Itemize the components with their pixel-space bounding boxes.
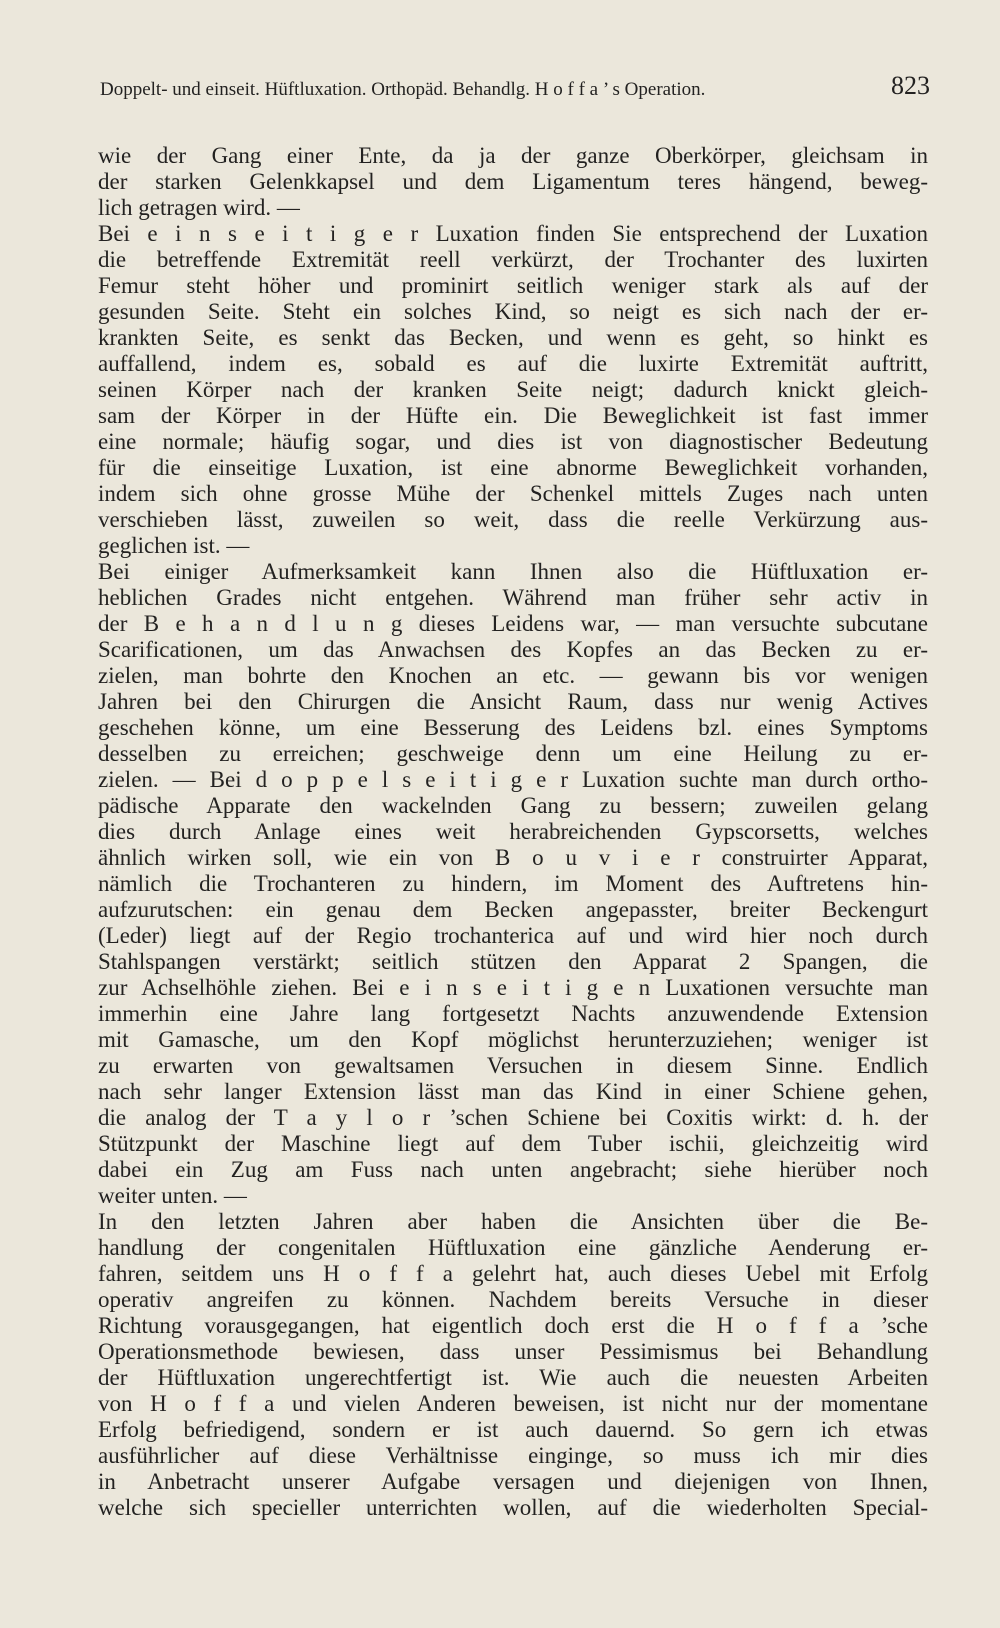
text-line: Stahlspangen verstärkt; seitlich stützen den Apparat 2 Spangen, die [98,949,928,974]
text-line: aufzurutschen: ein genau dem Becken angepasster, breiter Beckengurt [98,897,928,922]
text-line: krankten Seite, es senkt das Becken, und wenn es geht, so hinkt es [98,325,928,350]
text-line: zielen, man bohrte den Knochen an etc. — gewann bis vor wenigen [98,663,928,688]
text-line: lich getragen wird. — [98,195,300,220]
text-line: dies durch Anlage eines weit herabreichenden Gypscorsetts, welches [98,819,928,844]
text-line: fahren, seitdem uns H o f f a gelehrt hat, auch dieses Uebel mit Erfolg [98,1261,928,1286]
text-line: seinen Körper nach der kranken Seite neigt; dadurch knickt gleich- [98,377,928,402]
text-line: Scarificationen, um das Anwachsen des Kopfes an das Becken zu er- [98,637,928,662]
text-line: der Hüftluxation ungerechtfertigt ist. Wie auch die neuesten Arbeiten [98,1365,928,1390]
text-line: (Leder) liegt auf der Regio trochanterica auf und wird hier noch durch [98,923,928,948]
text-line: Bei einiger Aufmerksamkeit kann Ihnen also die Hüftluxation er- [98,559,928,584]
text-line: für die einseitige Luxation, ist eine abnorme Beweglichkeit vorhanden, [98,455,928,480]
text-line: Erfolg befriedigend, sondern er ist auch dauernd. So gern ich etwas [98,1417,928,1442]
text-line: der starken Gelenkkapsel und dem Ligamentum teres hängend, beweg- [98,169,928,194]
text-line: nämlich die Trochanteren zu hindern, im Moment des Auftretens hin- [98,871,928,896]
running-header [100,71,930,104]
text-line: heblichen Grades nicht entgehen. Während man früher sehr activ in [98,585,928,610]
text-line: desselben zu erreichen; geschweige denn um eine Heilung zu er- [98,741,928,766]
text-line: Femur steht höher und prominirt seitlich weniger stark als auf der [98,273,928,298]
text-line: Richtung vorausgegangen, hat eigentlich doch erst die H o f f a ’sche [98,1313,928,1338]
text-line: geglichen ist. — [98,533,250,558]
text-line: mit Gamasche, um den Kopf möglichst herunterzuziehen; weniger ist [98,1027,928,1052]
text-line: immerhin eine Jahre lang fortgesetzt Nachts anzuwendende Extension [98,1001,928,1026]
text-line: Bei e i n s e i t i g e r Luxation finden Sie entsprechend der Luxation [98,221,928,246]
text-line: zu erwarten von gewaltsamen Versuchen in diesem Sinne. Endlich [98,1053,928,1078]
text-line: Stützpunkt der Maschine liegt auf dem Tuber ischii, gleichzeitig wird [98,1131,928,1156]
text-line: ähnlich wirken soll, wie ein von B o u v i e r construirter Apparat, [98,845,928,870]
text-line: dabei ein Zug am Fuss nach unten angebracht; siehe hierüber noch [98,1157,928,1182]
text-line: zielen. — Bei d o p p e l s e i t i g e r Luxation suchte man durch ortho- [98,767,928,792]
text-line: wie der Gang einer Ente, da ja der ganze Oberkörper, gleichsam in [98,143,928,168]
text-line: der B e h a n d l u n g dieses Leidens war, — man versuchte subcutane [98,611,928,636]
text-line: In den letzten Jahren aber haben die Ansichten über die Be- [98,1209,928,1234]
text-line: operativ angreifen zu können. Nachdem bereits Versuche in dieser [98,1287,928,1312]
text-line: geschehen könne, um eine Besserung des Leidens bzl. eines Symptoms [98,715,928,740]
text-line: ausführlicher auf diese Verhältnisse einginge, so muss ich mir dies [98,1443,928,1468]
text-line: die betreffende Extremität reell verkürzt, der Trochanter des luxirten [98,247,928,272]
text-line: pädische Apparate den wackelnden Gang zu bessern; zuweilen gelang [98,793,928,818]
text-line: Jahren bei den Chirurgen die Ansicht Raum, dass nur wenig Actives [98,689,928,714]
text-line: welche sich specieller unterrichten wollen, auf die wiederholten Special- [98,1495,928,1520]
text-line: zur Achselhöhle ziehen. Bei e i n s e i t i g e n Luxationen versuchte man [98,975,928,1000]
text-line: die analog der T a y l o r ’schen Schiene bei Coxitis wirkt: d. h. der [98,1105,928,1130]
text-line: verschieben lässt, zuweilen so weit, dass die reelle Verkürzung aus- [98,507,928,532]
page-number: 823 [891,71,930,100]
text-line: auffallend, indem es, sobald es auf die luxirte Extremität auftritt, [98,351,928,376]
text-line: nach sehr langer Extension lässt man das Kind in einer Schiene gehen, [98,1079,928,1104]
text-line: gesunden Seite. Steht ein solches Kind, so neigt es sich nach der er- [98,299,928,324]
running-title: Doppelt- und einseit. Hüftluxation. Orthopäd. Behandlg. H o f f a ’ s Operation. [100,79,706,100]
text-line: handlung der congenitalen Hüftluxation eine gänzliche Aenderung er- [98,1235,928,1260]
text-line: von H o f f a und vielen Anderen beweisen, ist nicht nur der momentane [98,1391,928,1416]
text-line: sam der Körper in der Hüfte ein. Die Beweglichkeit ist fast immer [98,403,928,428]
text-line: in Anbetracht unserer Aufgabe versagen und diejenigen von Ihnen, [98,1469,928,1494]
text-line: eine normale; häufig sogar, und dies ist von diagnostischer Bedeutung [98,429,928,454]
body-text [98,143,928,1521]
text-line: Operationsmethode bewiesen, dass unser Pessimismus bei Behandlung [98,1339,928,1364]
text-line: indem sich ohne grosse Mühe der Schenkel mittels Zuges nach unten [98,481,928,506]
text-line: weiter unten. — [98,1183,247,1208]
